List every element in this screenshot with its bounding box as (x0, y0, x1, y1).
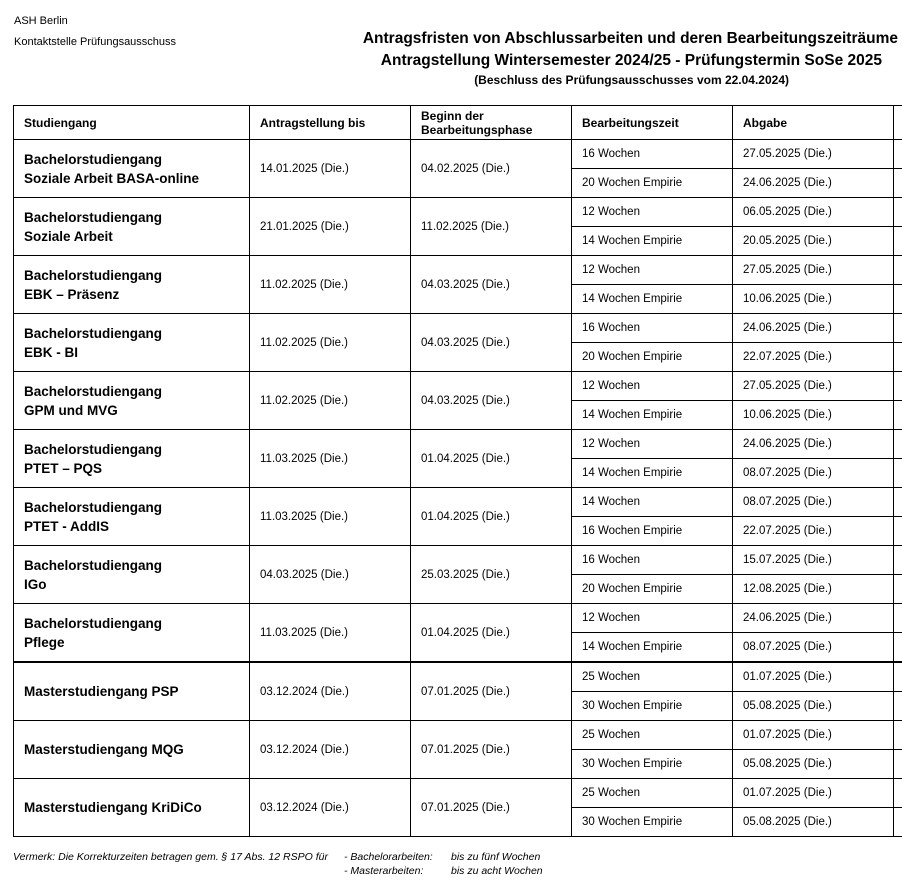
program-type: Bachelorstudiengang (24, 499, 163, 515)
edge-cell (894, 721, 902, 750)
edge-cell (894, 517, 902, 546)
duration-cell: 30 Wochen Empirie (572, 808, 733, 837)
duration-cell: 25 Wochen (572, 779, 733, 808)
table-row (14, 546, 902, 575)
edge-cell (894, 198, 902, 227)
edge-cell (894, 633, 902, 663)
program-name: EBK - BI (24, 344, 78, 360)
edge-cell (894, 750, 902, 779)
program-name: EBK – Präsenz (24, 286, 120, 302)
program-name: Masterstudiengang PSP (24, 684, 179, 699)
duration-cell: 16 Wochen (572, 546, 733, 575)
edge-cell (894, 488, 902, 517)
duration-cell: 16 Wochen Empirie (572, 517, 733, 546)
column-header: Beginn der Bearbeitungsphase (411, 106, 572, 140)
start-date: 04.03.2025 (Die.) (411, 314, 572, 372)
column-header: Antragstellung bis (250, 106, 411, 140)
application-deadline: 11.03.2025 (Die.) (250, 488, 411, 546)
submission-date: 10.06.2025 (Die.) (733, 401, 894, 430)
duration-cell: 12 Wochen (572, 198, 733, 227)
edge-cell (894, 575, 902, 604)
footer-note: Vermerk: Die Korrekturzeiten betragen gem. § 17 Abs. 12 RSPO für (13, 851, 328, 863)
duration-cell: 20 Wochen Empirie (572, 575, 733, 604)
start-date: 07.01.2025 (Die.) (411, 721, 572, 779)
program-cell (14, 198, 250, 256)
column-header: Bearbeitungszeit (572, 106, 733, 140)
application-deadline: 04.03.2025 (Die.) (250, 546, 411, 604)
document-subtitle: Antragstellung Wintersemester 2024/25 - Prüfungstermin SoSe 2025 (380, 52, 882, 69)
application-deadline: 11.03.2025 (Die.) (250, 430, 411, 488)
submission-date: 01.07.2025 (Die.) (733, 721, 894, 750)
program-cell (14, 314, 250, 372)
program-name: Pflege (24, 634, 65, 650)
edge-cell (894, 401, 902, 430)
start-date: 11.02.2025 (Die.) (411, 198, 572, 256)
department-name: Kontaktstelle Prüfungsausschuss (14, 36, 177, 48)
deadline-table (13, 105, 902, 837)
program-name: Soziale Arbeit (24, 228, 113, 244)
edge-cell (894, 808, 902, 837)
duration-cell: 12 Wochen (572, 604, 733, 633)
duration-cell: 14 Wochen (572, 488, 733, 517)
edge-cell (894, 227, 902, 256)
submission-date: 27.05.2025 (Die.) (733, 140, 894, 169)
program-name: PTET – PQS (24, 460, 103, 476)
submission-date: 22.07.2025 (Die.) (733, 517, 894, 546)
table-row (14, 314, 902, 343)
duration-cell: 30 Wochen Empirie (572, 692, 733, 721)
duration-cell: 14 Wochen Empirie (572, 285, 733, 314)
program-name: Masterstudiengang KriDiCo (24, 800, 202, 815)
program-name: Masterstudiengang MQG (24, 742, 184, 757)
duration-cell: 16 Wochen (572, 314, 733, 343)
start-date: 07.01.2025 (Die.) (411, 662, 572, 721)
edge-cell (894, 343, 902, 372)
application-deadline: 03.12.2024 (Die.) (250, 721, 411, 779)
footer-label-bachelor: - Bachelorarbeiten: (344, 851, 433, 863)
column-header: Studiengang (14, 106, 250, 140)
program-type: Bachelorstudiengang (24, 557, 163, 573)
table-row (14, 604, 902, 633)
submission-date: 27.05.2025 (Die.) (733, 256, 894, 285)
table-row (14, 662, 902, 692)
edge-cell (894, 692, 902, 721)
program-type: Bachelorstudiengang (24, 267, 163, 283)
program-cell (14, 662, 250, 721)
edge-cell (894, 140, 902, 169)
application-deadline: 11.02.2025 (Die.) (250, 256, 411, 314)
start-date: 01.04.2025 (Die.) (411, 488, 572, 546)
application-deadline: 11.02.2025 (Die.) (250, 314, 411, 372)
application-deadline: 14.01.2025 (Die.) (250, 140, 411, 198)
start-date: 01.04.2025 (Die.) (411, 604, 572, 663)
program-name: Soziale Arbeit BASA-online (24, 170, 200, 186)
program-cell (14, 372, 250, 430)
application-deadline: 11.03.2025 (Die.) (250, 604, 411, 663)
footer-label-master: - Masterarbeiten: (344, 865, 424, 877)
footer-value-master: bis zu acht Wochen (451, 865, 543, 877)
edge-cell (894, 285, 902, 314)
duration-cell: 30 Wochen Empirie (572, 750, 733, 779)
document-title: Antragsfristen von Abschlussarbeiten und deren Bearbeitungszeiträume (362, 30, 898, 47)
duration-cell: 14 Wochen Empirie (572, 227, 733, 256)
submission-date: 24.06.2025 (Die.) (733, 169, 894, 198)
edge-cell (894, 604, 902, 633)
edge-cell (894, 372, 902, 401)
table-row (14, 430, 902, 459)
start-date: 04.03.2025 (Die.) (411, 372, 572, 430)
submission-date: 27.05.2025 (Die.) (733, 372, 894, 401)
program-type: Bachelorstudiengang (24, 441, 163, 457)
table-row (14, 488, 902, 517)
footer-value-bachelor: bis zu fünf Wochen (451, 851, 541, 863)
submission-date: 05.08.2025 (Die.) (733, 808, 894, 837)
program-cell (14, 604, 250, 663)
edge-cell (894, 256, 902, 285)
edge-cell (894, 546, 902, 575)
edge-cell (894, 430, 902, 459)
program-cell (14, 140, 250, 198)
duration-cell: 25 Wochen (572, 721, 733, 750)
duration-cell: 12 Wochen (572, 372, 733, 401)
program-cell (14, 546, 250, 604)
program-type: Bachelorstudiengang (24, 383, 163, 399)
application-deadline: 03.12.2024 (Die.) (250, 779, 411, 837)
submission-date: 24.06.2025 (Die.) (733, 430, 894, 459)
submission-date: 01.07.2025 (Die.) (733, 662, 894, 692)
submission-date: 12.08.2025 (Die.) (733, 575, 894, 604)
duration-cell: 16 Wochen (572, 140, 733, 169)
start-date: 07.01.2025 (Die.) (411, 779, 572, 837)
edge-cell (894, 459, 902, 488)
submission-date: 08.07.2025 (Die.) (733, 633, 894, 663)
duration-cell: 20 Wochen Empirie (572, 343, 733, 372)
duration-cell: 14 Wochen Empirie (572, 459, 733, 488)
submission-date: 01.07.2025 (Die.) (733, 779, 894, 808)
program-cell (14, 256, 250, 314)
edge-cell (894, 662, 902, 692)
duration-cell: 12 Wochen (572, 256, 733, 285)
table-row (14, 256, 902, 285)
application-deadline: 21.01.2025 (Die.) (250, 198, 411, 256)
program-cell (14, 779, 250, 837)
submission-date: 22.07.2025 (Die.) (733, 343, 894, 372)
program-type: Bachelorstudiengang (24, 325, 163, 341)
edge-cell (894, 169, 902, 198)
duration-cell: 20 Wochen Empirie (572, 169, 733, 198)
duration-cell: 12 Wochen (572, 430, 733, 459)
program-name: IGo (24, 576, 47, 592)
table-row (14, 198, 902, 227)
program-cell (14, 430, 250, 488)
duration-cell: 14 Wochen Empirie (572, 401, 733, 430)
start-date: 25.03.2025 (Die.) (411, 546, 572, 604)
column-header: Abgabe (733, 106, 894, 140)
submission-date: 08.07.2025 (Die.) (733, 488, 894, 517)
duration-cell: 25 Wochen (572, 662, 733, 692)
table-row (14, 779, 902, 808)
application-deadline: 03.12.2024 (Die.) (250, 662, 411, 721)
program-name: GPM und MVG (24, 402, 118, 418)
start-date: 01.04.2025 (Die.) (411, 430, 572, 488)
submission-date: 20.05.2025 (Die.) (733, 227, 894, 256)
org-name: ASH Berlin (14, 15, 68, 27)
program-type: Bachelorstudiengang (24, 151, 163, 167)
duration-cell: 14 Wochen Empirie (572, 633, 733, 663)
edge-cell (894, 106, 902, 140)
program-name: PTET - AddIS (24, 518, 109, 534)
resolution-note: (Beschluss des Prüfungsausschusses vom 22.04.2024) (474, 73, 789, 87)
start-date: 04.02.2025 (Die.) (411, 140, 572, 198)
table-row (14, 721, 902, 750)
submission-date: 05.08.2025 (Die.) (733, 750, 894, 779)
program-type: Bachelorstudiengang (24, 615, 163, 631)
submission-date: 05.08.2025 (Die.) (733, 692, 894, 721)
submission-date: 06.05.2025 (Die.) (733, 198, 894, 227)
submission-date: 24.06.2025 (Die.) (733, 604, 894, 633)
program-type: Bachelorstudiengang (24, 209, 163, 225)
program-cell (14, 721, 250, 779)
program-cell (14, 488, 250, 546)
table-row (14, 372, 902, 401)
table-header-row (14, 106, 902, 140)
submission-date: 24.06.2025 (Die.) (733, 314, 894, 343)
submission-date: 10.06.2025 (Die.) (733, 285, 894, 314)
table-row (14, 140, 902, 169)
edge-cell (894, 314, 902, 343)
start-date: 04.03.2025 (Die.) (411, 256, 572, 314)
application-deadline: 11.02.2025 (Die.) (250, 372, 411, 430)
submission-date: 15.07.2025 (Die.) (733, 546, 894, 575)
edge-cell (894, 779, 902, 808)
submission-date: 08.07.2025 (Die.) (733, 459, 894, 488)
